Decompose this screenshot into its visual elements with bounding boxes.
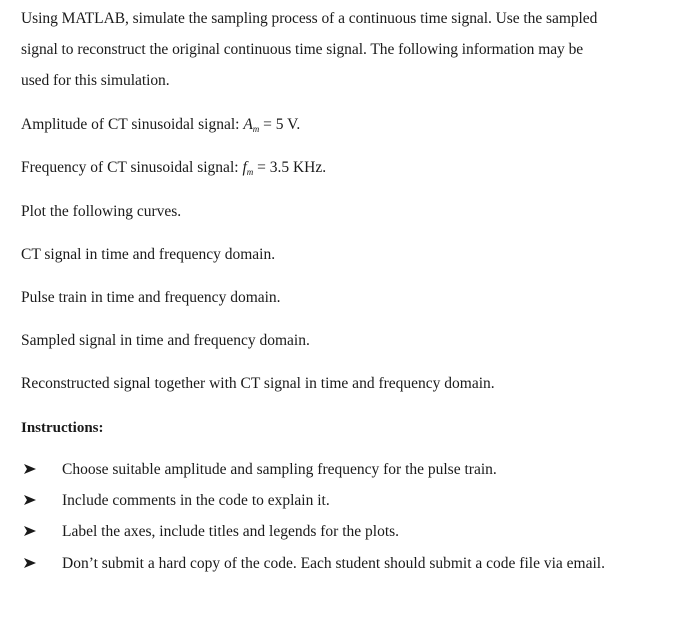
plot-item-sampled-signal: Sampled signal in time and frequency domain. — [21, 332, 310, 349]
frequency-value: = 3.5 KHz. — [253, 159, 327, 176]
frequency-subscript: m — [246, 167, 254, 177]
plot-item-pulse-train: Pulse train in time and frequency domain. — [21, 289, 281, 306]
intro-line-3: used for this simulation. — [21, 72, 170, 89]
arrowhead-bullet-icon — [24, 490, 38, 510]
arrowhead-bullet-icon — [24, 553, 38, 573]
amplitude-symbol: A — [243, 116, 253, 133]
amplitude-param — [21, 115, 300, 139]
frequency-symbol: f — [242, 159, 247, 176]
instruction-item-text: Choose suitable amplitude and sampling frequency for the pulse train. — [62, 461, 497, 478]
arrowhead-bullet-icon — [24, 521, 38, 541]
plot-item-ct-signal: CT signal in time and frequency domain. — [21, 246, 276, 263]
instruction-item-text: Label the axes, include titles and legends for the plots. — [62, 523, 400, 540]
frequency-param — [21, 158, 326, 182]
arrowhead-bullet-icon — [24, 459, 38, 479]
instruction-item-text: Include comments in the code to explain it. — [62, 492, 330, 509]
amplitude-subscript: m — [252, 124, 260, 134]
intro-line-2: signal to reconstruct the original continuous time signal. The following information may be — [21, 41, 584, 58]
amplitude-label: Amplitude of CT sinusoidal signal: — [21, 116, 244, 133]
instruction-item-text: Don’t submit a hard copy of the code. Each student should submit a code file via email. — [62, 555, 605, 572]
frequency-label: Frequency of CT sinusoidal signal: — [21, 159, 243, 176]
plot-intro: Plot the following curves. — [21, 203, 182, 220]
plot-item-reconstructed-signal: Reconstructed signal together with CT signal in time and frequency domain. — [21, 375, 495, 392]
amplitude-value: = 5 V. — [259, 116, 301, 133]
instructions-heading: Instructions: — [21, 420, 104, 436]
intro-line-1: Using MATLAB, simulate the sampling process of a continuous time signal. Use the sampled — [21, 10, 598, 27]
